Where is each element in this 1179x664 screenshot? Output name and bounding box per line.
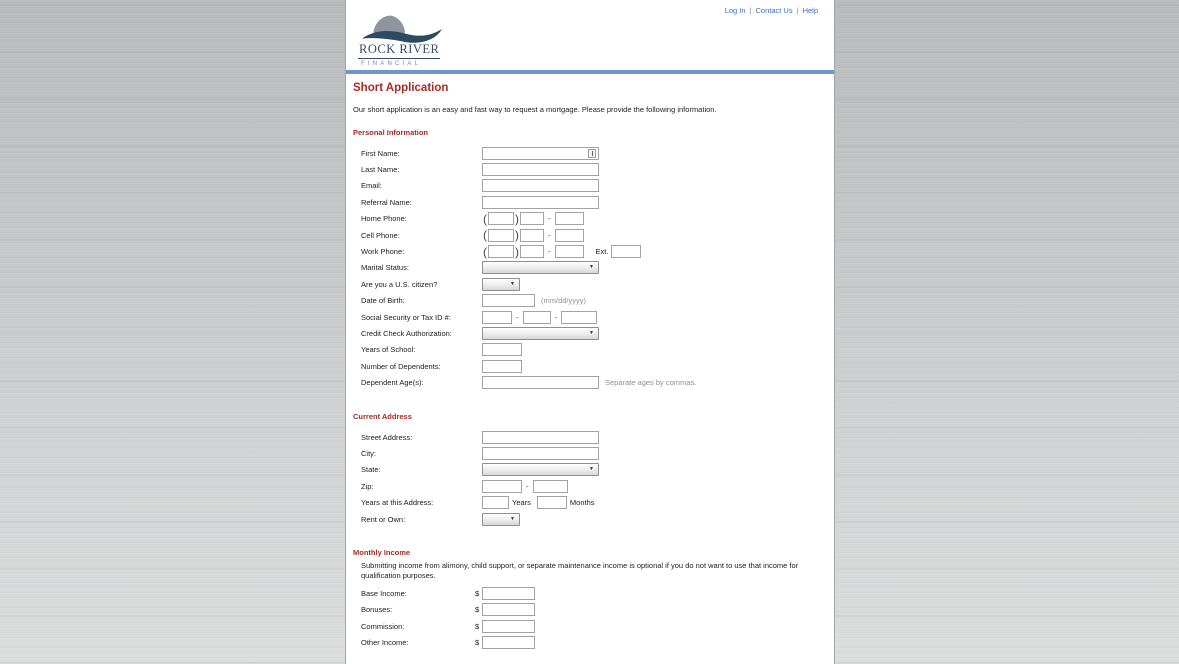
paren-close: ) (515, 244, 519, 259)
page-title: Short Application (353, 82, 449, 94)
date-of-birth-label: Date of Birth: (361, 296, 405, 306)
phone-dash: - (548, 214, 551, 224)
ssn-dash: - (554, 312, 557, 322)
state-select[interactable] (482, 463, 599, 476)
work-phone-label: Work Phone: (361, 247, 405, 257)
referral-name-label: Referral Name: (361, 197, 412, 207)
monthly-income-rows (346, 585, 834, 651)
cell-phone-prefix-input[interactable] (520, 229, 544, 242)
base-income-input[interactable] (482, 587, 535, 600)
commission-input[interactable] (482, 620, 535, 633)
home-phone-prefix-input[interactable] (520, 212, 544, 225)
zip-dash: - (526, 481, 529, 491)
rent-or-own-label: Rent or Own: (361, 514, 406, 524)
first-name-label: First Name: (361, 148, 400, 158)
personal-information-rows (346, 145, 834, 391)
dependent-ages-input[interactable] (482, 376, 599, 389)
currency-symbol: $ (475, 638, 480, 648)
form-content (346, 74, 834, 651)
help-link[interactable]: Help (802, 6, 818, 15)
top-nav (722, 6, 821, 15)
years-at-address-months-input[interactable] (537, 496, 567, 509)
us-citizen-label: Are you a U.S. citizen? (361, 279, 438, 289)
login-link[interactable]: Log In (724, 6, 746, 15)
base-income-label: Base Income: (361, 588, 407, 598)
years-of-school-label: Years of School: (361, 345, 416, 355)
form-row-years-of-school (346, 342, 834, 358)
bonuses-input[interactable] (482, 603, 535, 616)
form-row-commission (346, 618, 834, 634)
paren-open: ( (483, 244, 487, 259)
form-row-city (346, 445, 834, 461)
years-of-school-input[interactable] (482, 343, 522, 356)
phone-dash: - (548, 230, 551, 240)
nav-separator: | (796, 6, 799, 15)
referral-name-input[interactable] (482, 196, 599, 209)
phone-dash: - (548, 247, 551, 257)
form-row-street-address (346, 429, 834, 445)
form-row-state (346, 462, 834, 478)
ssn-part3-input[interactable] (561, 311, 597, 324)
first-name-field-wrap (482, 147, 599, 160)
form-row-ssn (346, 309, 834, 325)
form-row-referral-name (346, 194, 834, 210)
dropdown-arrow-icon: ▼ (589, 264, 594, 271)
number-of-dependents-label: Number of Dependents: (361, 361, 441, 371)
form-row-rent-or-own (346, 511, 834, 527)
intro-text: Our short application is an easy and fast way to request a mortgage. Please provide the following information. (353, 105, 717, 114)
zip-input[interactable] (482, 480, 522, 493)
home-phone-line-input[interactable] (555, 212, 584, 225)
paren-close: ) (515, 228, 519, 243)
home-phone-label: Home Phone: (361, 214, 407, 224)
form-row-last-name (346, 161, 834, 177)
autofill-icon (588, 149, 596, 158)
us-citizen-select[interactable] (482, 278, 520, 291)
cell-phone-label: Cell Phone: (361, 230, 400, 240)
paren-close: ) (515, 211, 519, 226)
credit-check-label: Credit Check Authorization: (361, 328, 452, 338)
other-income-input[interactable] (482, 636, 535, 649)
number-of-dependents-input[interactable] (482, 360, 522, 373)
dropdown-arrow-icon: ▼ (510, 280, 515, 287)
zip-plus4-input[interactable] (533, 480, 568, 493)
form-row-number-of-dependents (346, 358, 834, 374)
form-row-zip (346, 478, 834, 494)
currency-symbol: $ (475, 605, 480, 615)
form-row-cell-phone (346, 227, 834, 243)
form-row-us-citizen (346, 276, 834, 292)
last-name-input[interactable] (482, 163, 599, 176)
form-row-email (346, 178, 834, 194)
date-format-hint: (mm/dd/yyyy) (541, 296, 586, 306)
dependent-ages-hint: Separate ages by commas. (605, 378, 697, 388)
dropdown-arrow-icon: ▼ (589, 329, 594, 336)
last-name-label: Last Name: (361, 165, 400, 175)
company-logo (358, 10, 444, 67)
application-panel (345, 0, 835, 664)
city-input[interactable] (482, 447, 599, 460)
form-row-years-at-address (346, 494, 834, 510)
marital-status-label: Marital Status: (361, 263, 409, 273)
form-row-dependent-ages (346, 374, 834, 390)
paren-open: ( (483, 211, 487, 226)
currency-symbol: $ (475, 621, 480, 631)
years-word-label: Years (512, 498, 531, 508)
credit-check-authorization-select[interactable] (482, 327, 599, 340)
dependent-ages-label: Dependent Age(s): (361, 378, 424, 388)
income-note: Submitting income from alimony, child support, or separate maintenance income is optional if you do not want to use that income for qualification purposes. (361, 561, 799, 580)
nav-separator: | (749, 6, 752, 15)
years-at-address-label: Years at this Address: (361, 498, 434, 508)
contact-us-link[interactable]: Contact Us (755, 6, 793, 15)
zip-label: Zip: (361, 481, 374, 491)
form-row-work-phone (346, 243, 834, 259)
city-label: City: (361, 448, 376, 458)
first-name-input[interactable] (482, 147, 599, 160)
marital-status-select[interactable] (482, 261, 599, 274)
years-at-address-years-input[interactable] (482, 496, 509, 509)
form-row-home-phone (346, 211, 834, 227)
ssn-dash: - (516, 312, 519, 322)
ssn-part2-input[interactable] (523, 311, 551, 324)
work-phone-area-input[interactable] (488, 245, 514, 258)
dropdown-arrow-icon: ▼ (510, 515, 515, 522)
form-row-first-name (346, 145, 834, 161)
dropdown-arrow-icon: ▼ (589, 466, 594, 473)
form-row-date-of-birth (346, 293, 834, 309)
cell-phone-line-input[interactable] (555, 229, 584, 242)
date-of-birth-input[interactable] (482, 294, 535, 307)
months-word-label: Months (569, 498, 595, 508)
paren-open: ( (483, 228, 487, 243)
street-address-label: Street Address: (361, 432, 413, 442)
email-label: Email: (361, 181, 382, 191)
currency-symbol: $ (475, 588, 480, 598)
ssn-label: Social Security or Tax ID #: (361, 312, 451, 322)
current-address-heading: Current Address (353, 411, 412, 421)
cell-phone-area-input[interactable] (488, 229, 514, 242)
email-input[interactable] (482, 179, 599, 192)
extension-label: Ext. (595, 247, 609, 257)
monthly-income-heading: Monthly Income (353, 548, 411, 558)
rent-or-own-select[interactable] (482, 513, 520, 526)
personal-information-heading: Personal Information (353, 128, 429, 137)
form-row-other-income (346, 634, 834, 650)
work-phone-ext-input[interactable] (611, 245, 641, 258)
work-phone-line-input[interactable] (555, 245, 584, 258)
logo-tagline: FINANCIAL (361, 61, 422, 67)
work-phone-prefix-input[interactable] (520, 245, 544, 258)
header (346, 0, 834, 70)
form-row-credit-check (346, 325, 834, 341)
state-label: State: (361, 465, 381, 475)
form-row-bonuses (346, 602, 834, 618)
home-phone-area-input[interactable] (488, 212, 514, 225)
form-row-marital-status (346, 260, 834, 276)
other-income-label: Other Income: (361, 638, 409, 648)
form-row-base-income (346, 585, 834, 601)
logo-name: ROCK RIVER (358, 42, 440, 59)
current-address-rows (346, 429, 834, 527)
bonuses-label: Bonuses: (361, 605, 393, 615)
commission-label: Commission: (361, 621, 405, 631)
ssn-part1-input[interactable] (482, 311, 512, 324)
street-address-input[interactable] (482, 431, 599, 444)
